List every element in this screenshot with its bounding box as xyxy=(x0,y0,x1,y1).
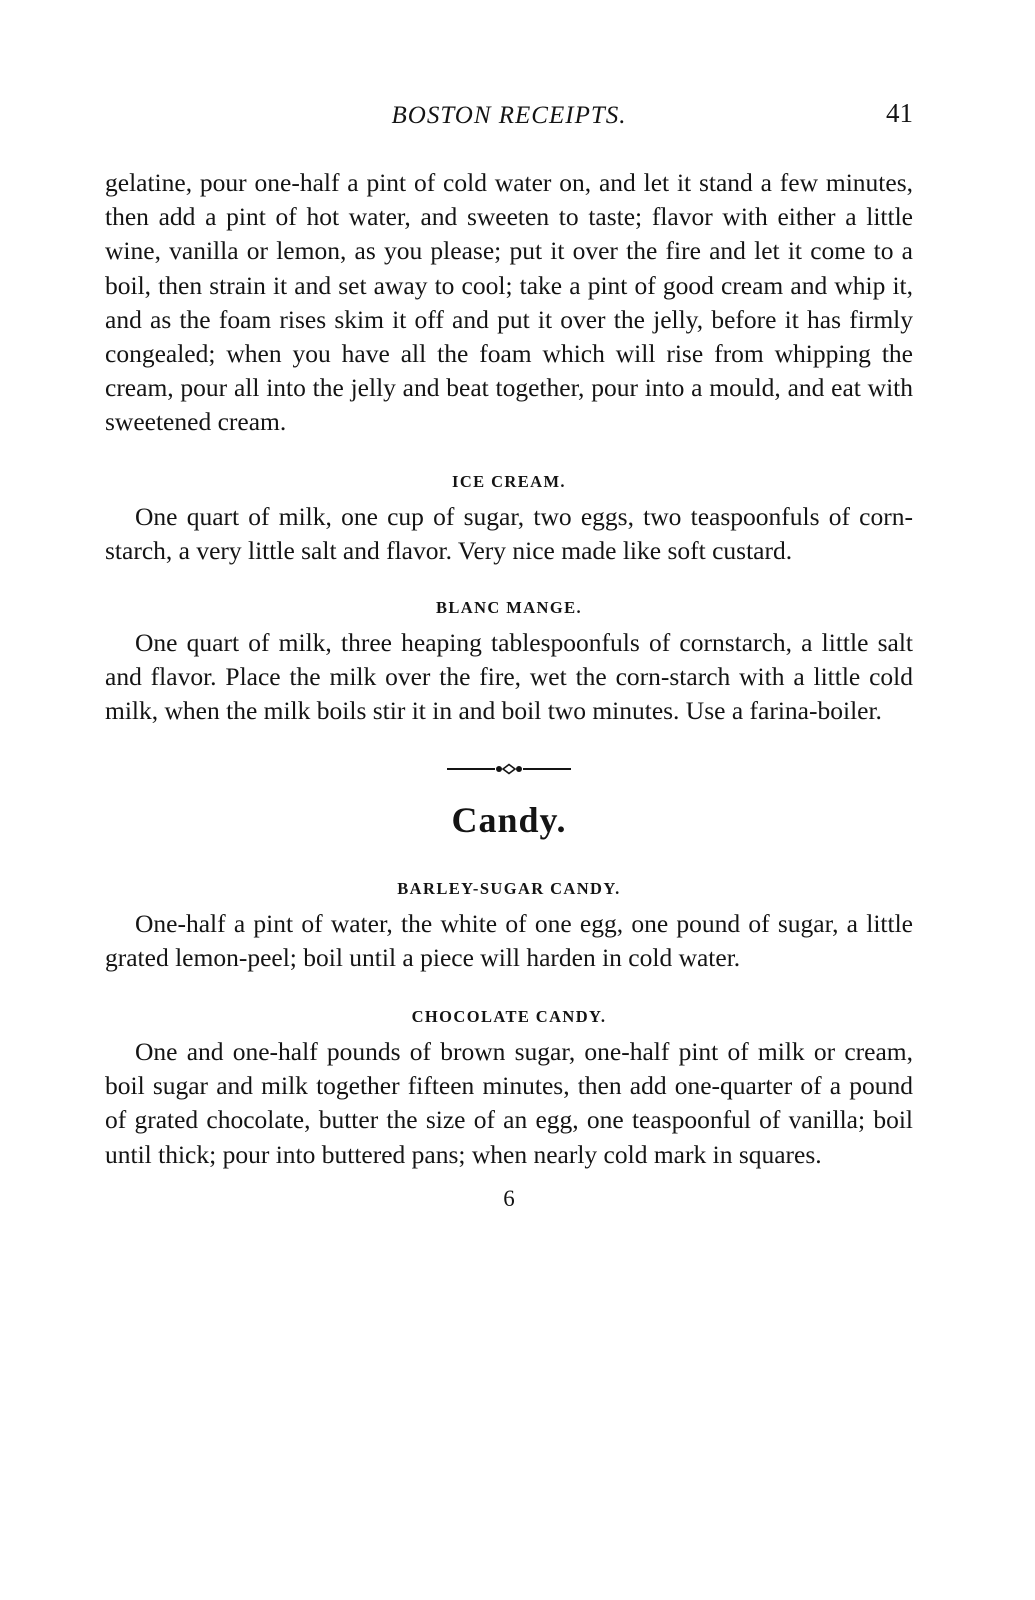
continued-paragraph: gelatine, pour one-half a pint of cold water on, and let it stand a few minutes, then add a pint of hot water, and sweeten to taste; flavor with either a little wine, vanilla or lemon, as you please; put it over the fire and let it come to a boil, then strain it and set away to cool; take a pint of good cream and whip it, and as the foam rises skim it off and put it over the jelly, before it has firmly congealed; when you have all the foam which will rise from whipping the cream, pour all into the jelly and beat together, pour into a mould, and eat with sweetened cream. xyxy=(105,168,913,437)
section-heading-candy: Candy. xyxy=(451,799,567,840)
ornament-divider xyxy=(105,759,913,779)
running-head xyxy=(105,90,913,140)
recipe-text-ice-cream: One quart of milk, one cup of sugar, two eggs, two teaspoonfuls of corn-starch, a very little salt and flavor. Very nice made like soft custard. xyxy=(105,501,913,565)
book-page xyxy=(105,90,913,1212)
recipe-text-chocolate-candy: One and one-half pounds of brown sugar, one-half pint of milk or cream, boil sugar and milk together fifteen minutes, then add one-quarter of a pound of grated chocolate, butter the size of an egg, one teaspoonful of vanilla; boil until thick; pour into buttered pans; when nearly cold mark in squares. xyxy=(105,1037,913,1169)
recipe-title-ice-cream: ICE CREAM. xyxy=(452,471,566,491)
recipe-text-blanc-mange: One quart of milk, three heaping tablespoonfuls of cornstarch, a little salt and flavor. Place the milk over the fire, wet the corn-starch with a little cold milk, when the milk boils stir it in and boil two minutes. Use a farina-boiler. xyxy=(105,628,913,726)
ornament-rule-icon xyxy=(447,759,571,779)
page-number: 41 xyxy=(886,98,913,128)
recipe-title-barley-sugar-candy: BARLEY-SUGAR CANDY. xyxy=(397,878,621,898)
recipe-text-barley-sugar-candy: One-half a pint of water, the white of one egg, one pound of sugar, a little grated lemon-peel; boil until a piece will harden in cold water. xyxy=(105,908,913,972)
recipe-title-blanc-mange: BLANC MANGE. xyxy=(435,598,583,618)
running-title: BOSTON RECEIPTS. xyxy=(391,102,627,129)
recipe-title-chocolate-candy: CHOCOLATE CANDY. xyxy=(411,1007,607,1027)
signature-mark: 6 xyxy=(503,1185,515,1211)
